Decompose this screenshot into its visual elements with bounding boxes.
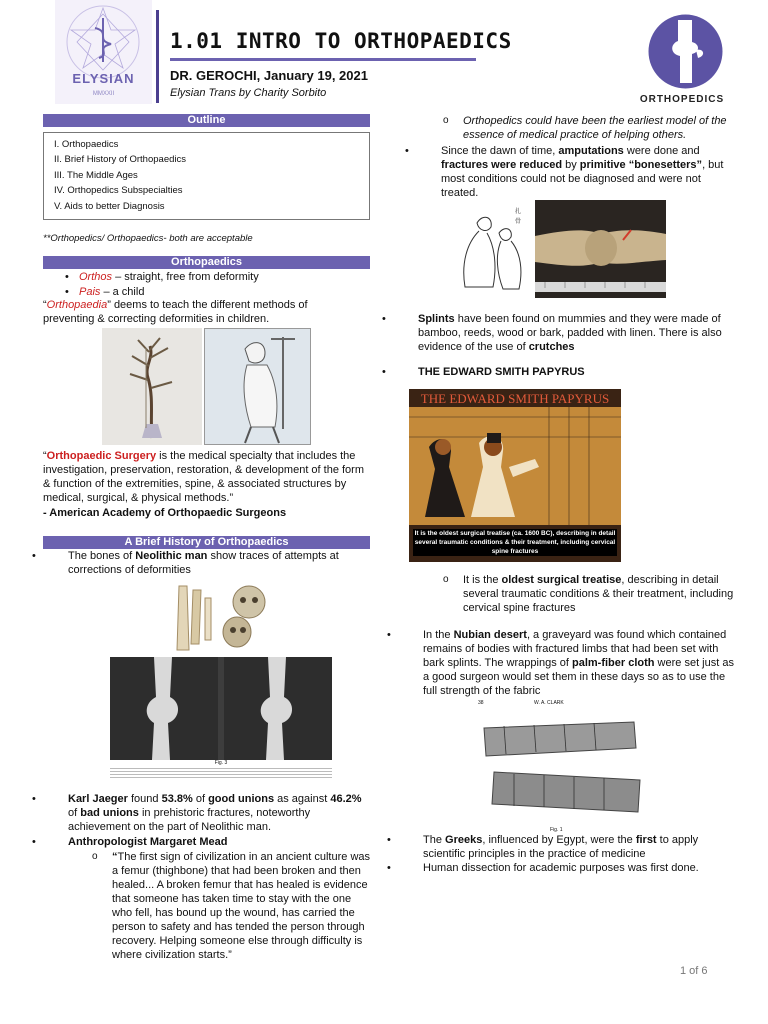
bonesetter-drawing-image — [447, 203, 532, 295]
outline-item: V. Aids to better Diagnosis — [54, 201, 165, 212]
orthopaedia-paragraph: “Orthopaedia” deems to teach the different methods of preventing & correcting deformities in children. — [43, 299, 308, 325]
mead-quote: “The first sign of civilization in an ancient culture was a femur (thighbone) that had been broken and then healed... A broken femur that has healed is evidence that someone has taken time to stay with the one who fell, has bound up the wound, has carried the person to safety and has tended the person through recovery. Helping someone else through difficulty is where civilization starts.” — [112, 851, 371, 961]
splinted-limbs-image — [474, 700, 650, 834]
clark-page-number: 38 — [478, 700, 484, 706]
papyrus-subbullet: It is the oldest surgical treatise, describing in detail several traumatic conditions & their treatment, including cervical spine fractures — [463, 574, 734, 614]
outline-item: I. Orthopaedics — [54, 139, 119, 150]
splints-bullet: Splints have been found on mummies and they were made of bamboo, reeds, wood or bark, padded with linen. There is also evidence of the use of crutches — [418, 313, 722, 353]
pais-def: – a child — [100, 286, 145, 298]
history-heading: A Brief History of Orthopaedics — [43, 536, 370, 549]
title-underline — [170, 58, 476, 61]
orthos-bullet — [79, 270, 369, 284]
logo-text: ELYSIAN — [72, 71, 135, 86]
orthos-def: – straight, free from deformity — [112, 271, 259, 283]
outline-item: III. The Middle Ages — [54, 170, 138, 181]
papyrus-heading: THE EDWARD SMITH PAPYRUS — [418, 366, 585, 378]
elysian-logo — [55, 0, 152, 104]
orthopaedic-surgery-definition: “Orthopaedic Surgery is the medical specialty that includes the investigation, preservation, restoration, & development of the form & function of the extremities, spine, & associated structures by medical, surgical, & physical methods.” — [43, 450, 365, 504]
clark-fig-caption: Fig. 1 — [550, 827, 563, 833]
spelling-note: **Orthopedics/ Orthopaedics- both are acceptable — [43, 233, 253, 244]
fig-caption: Fig. 3 — [214, 760, 228, 766]
earliest-model-sub: Orthopedics could have been the earliest model of the essence of medical practice of helping others. — [463, 115, 727, 141]
logo-subtext: MMXXII — [92, 91, 115, 97]
outline-box — [43, 132, 370, 220]
andry-tree-image — [102, 328, 202, 445]
papyrus-banner: THE EDWARD SMITH PAPYRUS — [420, 391, 610, 406]
svg-text:骨: 骨 — [515, 219, 522, 225]
child-brace-image — [204, 328, 311, 445]
orthopaedics-heading: Orthopaedics — [43, 256, 370, 269]
outline-heading: Outline — [43, 114, 370, 127]
outline-item: IV. Orthopedics Subspecialties — [54, 185, 183, 196]
nubian-bullet: In the Nubian desert, a graveyard was found which contained remains of bodies with fractured limbs that had been set with bark splints. The wrappings of palm-fiber cloth were set just as a good surgeon would set them in these days so as to use the full strength of the fabric — [423, 629, 734, 697]
jaeger-bullet: Karl Jaeger found 53.8% of good unions as against 46.2% of bad unions in prehistoric fractures, noteworthy achievement on the part of Neolithic man. — [68, 793, 362, 833]
ortho-badge — [648, 14, 723, 89]
papyrus-caption: It is the oldest surgical treatise (ca. 1600 BC), describing in detail several traumatic conditions & their treatment, including cervical spine fractures — [414, 530, 616, 555]
clark-header: W. A. CLARK — [534, 700, 564, 706]
knee-joint-icon — [648, 14, 723, 89]
fracture-xray-image — [110, 657, 332, 760]
svg-text:扎: 扎 — [515, 209, 522, 215]
mead-bullet: Anthropologist Margaret Mead — [68, 836, 228, 848]
greeks-bullet: The Greeks, influenced by Egypt, were the first to apply scientific principles in the practice of medicine — [423, 834, 699, 860]
pais-term: Pais — [79, 286, 101, 298]
neolithic-bones-image — [165, 580, 273, 654]
trans-credit: Elysian Trans by Charity Sorbito — [170, 87, 327, 99]
outline-item: II. Brief History of Orthopaedics — [54, 154, 186, 165]
orthopaedic-surgery-term: Orthopaedic Surgery — [46, 450, 157, 462]
orthos-term: Orthos — [79, 271, 113, 283]
neolithic-bullet: The bones of Neolithic man show traces of attempts at corrections of deformities — [68, 550, 339, 576]
fig-caption-lines — [110, 766, 332, 778]
dawn-bullet: Since the dawn of time, amputations were done and fractures were reduced by primitive “bonesetters”, but most conditions could not be diagnosed and were not treated. — [441, 145, 724, 199]
header-divider — [156, 10, 159, 103]
healed-bone-image — [535, 200, 666, 298]
badge-label: ORTHOPEDICS — [639, 94, 725, 105]
page-title: 1.01 INTRO TO ORTHOPAEDICS — [170, 29, 512, 53]
subtitle: DR. GEROCHI, January 19, 2021 — [170, 68, 368, 83]
orthopaedia-term: Orthopaedia — [46, 299, 108, 311]
page-number: 1 of 6 — [680, 965, 708, 977]
edward-smith-papyrus-image — [409, 389, 621, 562]
dissection-bullet: Human dissection for academic purposes was first done. — [423, 862, 699, 874]
aaos-source: - American Academy of Orthopaedic Surgeons — [43, 507, 287, 519]
pais-bullet — [79, 285, 369, 299]
